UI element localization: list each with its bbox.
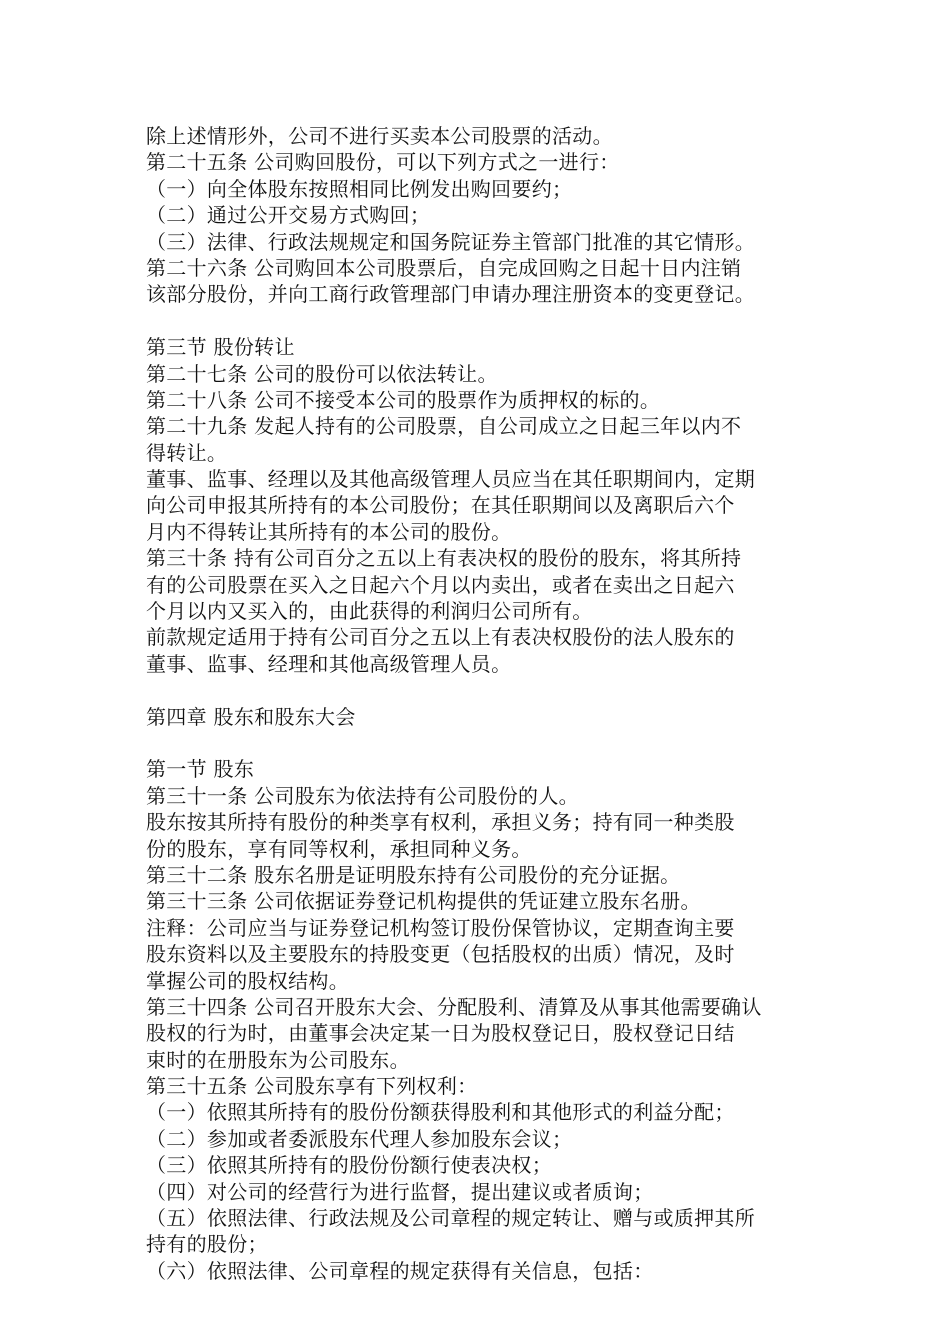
text-line: 得转让。 [146,440,228,465]
document-page [146,123,816,1284]
text-line: 持有的股份； [146,1232,268,1257]
text-line: 该部分股份，并向工商行政管理部门申请办理注册资本的变更登记。 [146,282,755,307]
text-line: 董事、监事、经理和其他高级管理人员。 [146,651,512,676]
section-heading: 第一节 股东 [146,757,255,782]
text-line: 掌握公司的股权结构。 [146,968,349,993]
list-item: （一）向全体股东按照相同比例发出购回要约； [146,176,573,201]
text-line: 月内不得转让其所持有的本公司的股份。 [146,519,512,544]
list-item: （二）参加或者委派股东代理人参加股东会议； [146,1126,573,1151]
list-item: （三）依照其所持有的股份份额行使表决权； [146,1153,552,1178]
text-line: 股权的行为时，由董事会决定某一日为股权登记日，股权登记日结 [146,1021,735,1046]
list-item: （四）对公司的经营行为进行监督，提出建议或者质询； [146,1179,654,1204]
article-32-text: 第三十二条 股东名册是证明股东持有公司股份的充分证据。 [146,862,681,887]
list-item: （五）依照法律、行政法规及公司章程的规定转让、赠与或质押其所 [146,1206,755,1231]
article-28-text: 第二十八条 公司不接受本公司的股票作为质押权的标的。 [146,387,661,412]
text-line: 个月以内又买入的，由此获得的利润归公司所有。 [146,599,593,624]
article-26-text: 第二十六条 公司购回本公司股票后，自完成回购之日起十日内注销 [146,255,742,280]
note-text: 注释：公司应当与证券登记机构签订股份保管协议，定期查询主要 [146,915,735,940]
text-line: 有的公司股票在买入之日起六个月以内卖出，或者在卖出之日起六 [146,572,735,597]
article-31-text: 第三十一条 公司股东为依法持有公司股份的人。 [146,783,579,808]
blank-line [146,308,816,334]
list-item: （二）通过公开交易方式购回； [146,203,431,228]
text-line: 除上述情形外，公司不进行买卖本公司股票的活动。 [146,124,613,148]
blank-line [146,677,816,703]
text-line: 份的股东，享有同等权利，承担同种义务。 [146,836,532,861]
article-33-text: 第三十三条 公司依据证券登记机构提供的凭证建立股东名册。 [146,889,701,914]
section-heading: 第三节 股份转让 [146,335,295,360]
text-line: 前款规定适用于持有公司百分之五以上有表决权股份的法人股东的 [146,625,735,650]
chapter-heading: 第四章 股东和股东大会 [146,704,356,729]
article-25-heading: 第二十五条 公司购回股份，可以下列方式之一进行： [146,150,620,175]
list-item: （一）依照其所持有的股份份额获得股利和其他形式的利益分配； [146,1100,735,1125]
list-item: （三）法律、行政法规规定和国务院证券主管部门批准的其它情形。 [146,229,755,254]
article-30-text: 第三十条 持有公司百分之五以上有表决权的股份的股东，将其所持 [146,546,742,571]
article-29-text: 第二十九条 发起人持有的公司股票，自公司成立之日起三年以内不 [146,414,742,439]
article-34-text: 第三十四条 公司召开股东大会、分配股利、清算及从事其他需要确认 [146,994,762,1019]
blank-line [146,730,816,756]
text-line: 股东按其所持有股份的种类享有权利，承担义务；持有同一种类股 [146,810,735,835]
text-line: 向公司申报其所持有的本公司股份；在其任职期间以及离职后六个 [146,493,735,518]
text-line: 股东资料以及主要股东的持股变更（包括股权的出质）情况，及时 [146,942,735,967]
article-35-heading: 第三十五条 公司股东享有下列权利： [146,1074,478,1099]
text-line: 董事、监事、经理以及其他高级管理人员应当在其任职期间内，定期 [146,467,755,492]
list-item: （六）依照法律、公司章程的规定获得有关信息，包括： [146,1258,654,1283]
article-27-text: 第二十七条 公司的股份可以依法转让。 [146,361,498,386]
text-line: 束时的在册股东为公司股东。 [146,1047,410,1072]
